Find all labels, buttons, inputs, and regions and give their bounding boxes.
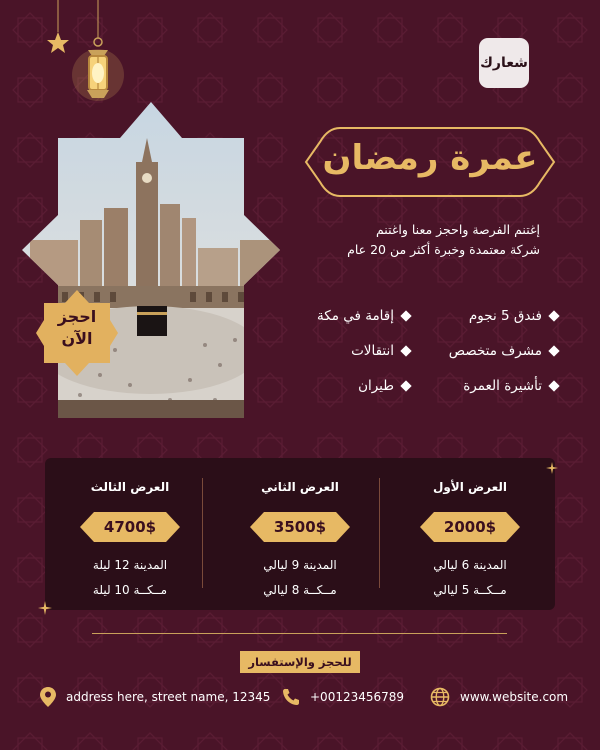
contact-website[interactable] (430, 686, 568, 708)
offer-card-3[interactable] (45, 458, 215, 610)
feature-item: تأشيرة العمرة (410, 368, 558, 403)
offer-line: مــكــة 10 ليلة (92, 583, 168, 597)
offer-price: 4700$ (103, 518, 157, 536)
offer-title: العرض الثالث (90, 480, 170, 494)
offer-price: 3500$ (273, 518, 327, 536)
feature-item: انتقالات (262, 333, 410, 368)
offer-line: مــكــة 5 ليالي (433, 583, 507, 597)
divider-line (92, 633, 507, 634)
diamond-bullet-icon (400, 380, 411, 391)
offer-line: المدينة 6 ليالي (433, 558, 507, 572)
phone-text: +00123456789 (310, 690, 405, 704)
book-now-line1: احجز (57, 307, 97, 326)
address-text: address here, street name, 12345 (66, 690, 271, 704)
star-icon (47, 32, 69, 53)
page-title: عمرة رمضان (322, 138, 538, 178)
contact-address (40, 686, 270, 708)
lantern-decoration (38, 0, 128, 110)
description (290, 220, 540, 260)
sparkle-icon (546, 462, 558, 474)
offer-title: العرض الثاني (261, 480, 339, 494)
location-pin-icon (40, 687, 56, 707)
feature-item: إقامة في مكة (262, 298, 410, 333)
offer-line: المدينة 12 ليلة (92, 558, 168, 572)
offer-price: 2000$ (443, 518, 497, 536)
diamond-bullet-icon (548, 310, 559, 321)
feature-item: فندق 5 نجوم (410, 298, 558, 333)
diamond-bullet-icon (548, 345, 559, 356)
globe-icon (430, 687, 450, 707)
phone-icon (282, 688, 300, 706)
diamond-bullet-icon (400, 310, 411, 321)
offer-line: المدينة 9 ليالي (263, 558, 337, 572)
contact-phone[interactable] (282, 686, 404, 708)
feature-item: مشرف متخصص (410, 333, 558, 368)
booking-label: للحجز والإستفسار (240, 651, 360, 673)
feature-item: طيران (262, 368, 410, 403)
book-now-text[interactable] (36, 306, 118, 350)
features-list (262, 298, 558, 398)
offer-card-1[interactable] (385, 458, 555, 610)
offer-card-2[interactable] (215, 458, 385, 610)
diamond-bullet-icon (548, 380, 559, 391)
description-line1: إغتنم الفرصة واحجز معنا واغتنم (375, 222, 540, 237)
book-now-line2: الآن (61, 329, 93, 348)
brand-logo-badge: شعارك (479, 38, 529, 88)
offer-title: العرض الأول (432, 480, 508, 494)
sparkle-icon (38, 601, 52, 615)
website-text: www.website.com (460, 690, 569, 704)
offers-panel (45, 458, 555, 610)
diamond-bullet-icon (400, 345, 411, 356)
offer-line: مــكــة 8 ليالي (263, 583, 337, 597)
lantern-icon (72, 38, 124, 101)
description-line2: شركة معتمدة وخبرة أكثر من 20 عام (347, 242, 540, 257)
